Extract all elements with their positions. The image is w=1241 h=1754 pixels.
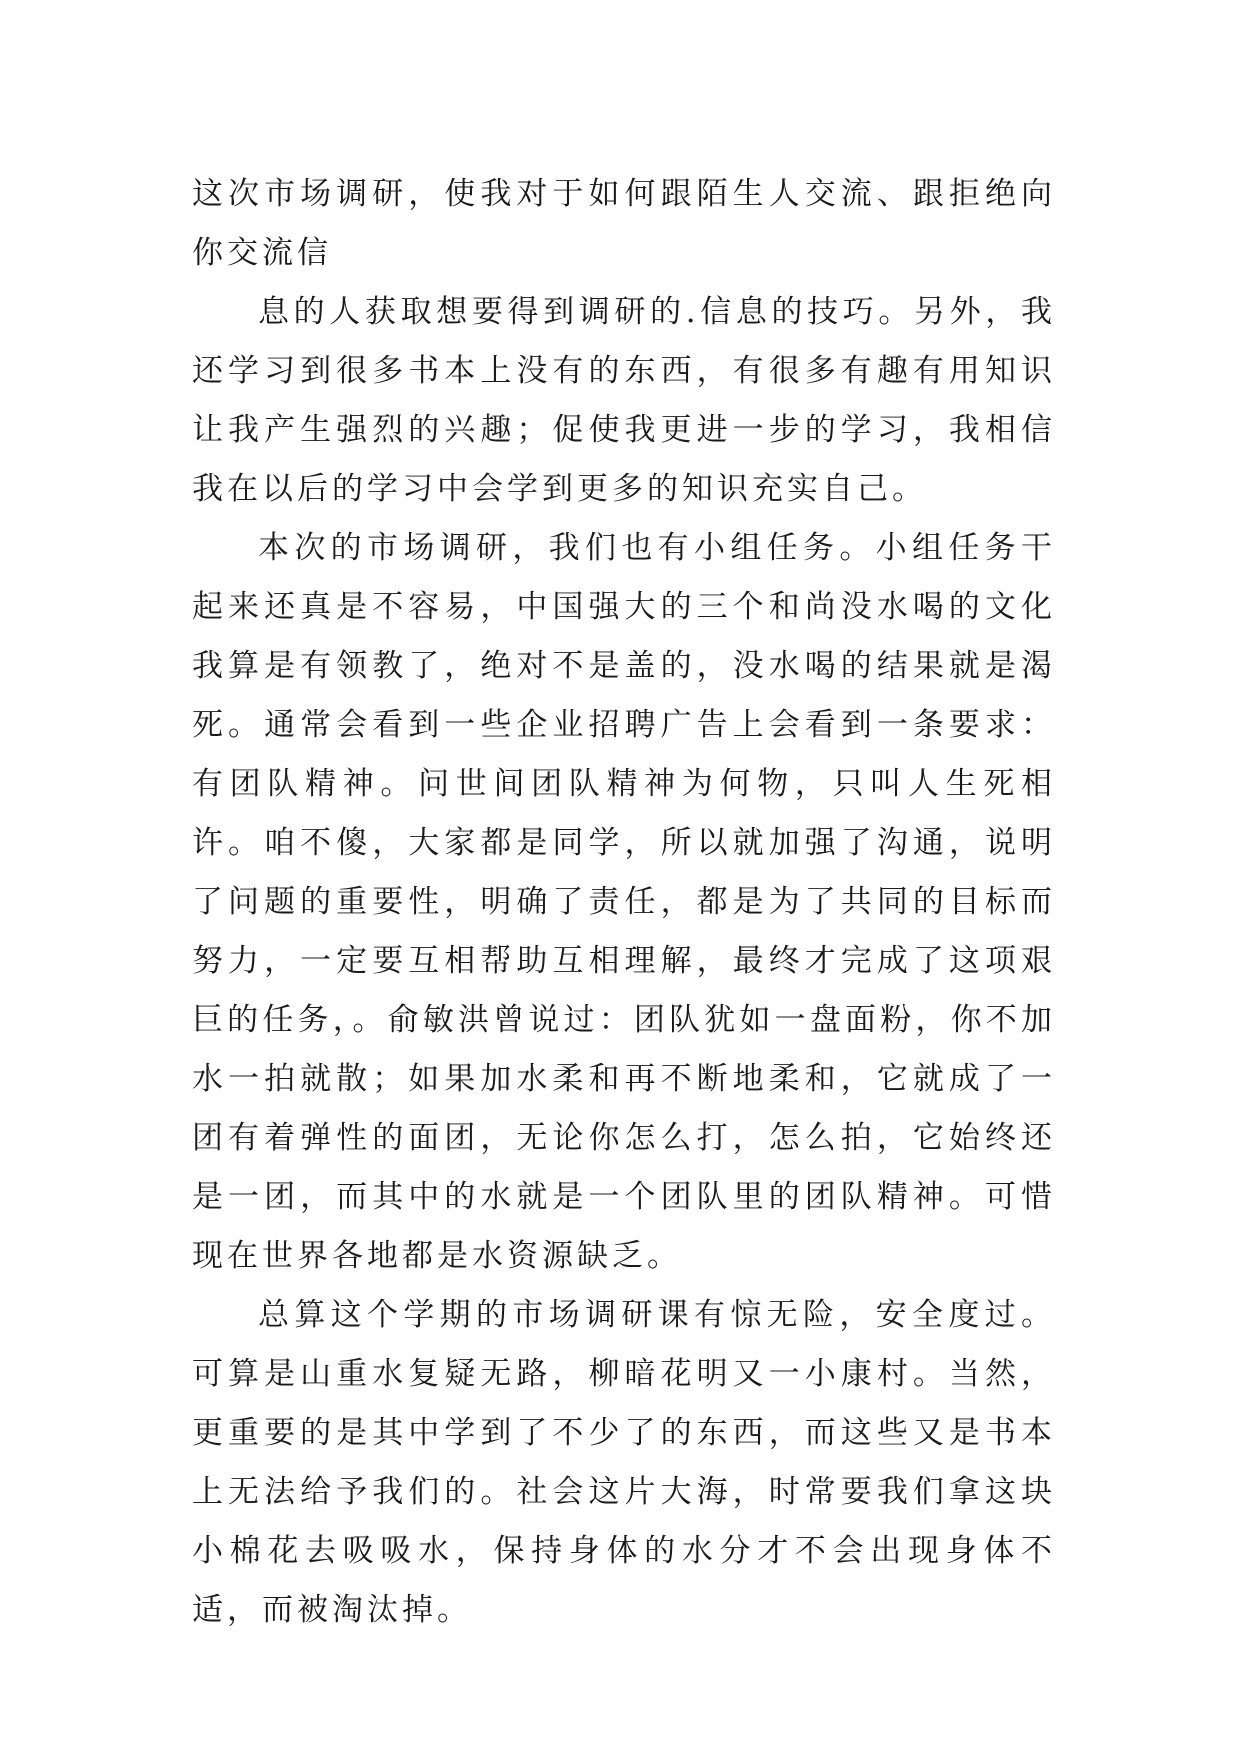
paragraph-2: 息的人获取想要得到调研的.信息的技巧。另外，我还学习到很多书本上没有的东西，有很多有趣有用知识让我产生强烈的兴趣；促使我更进一步的学习，我相信我在以后的学习中会学到更多的知识充实自己。 (192, 294, 1056, 507)
paragraph-1: 这次市场调研，使我对于如何跟陌生人交流、跟拒绝向你交流信 (192, 176, 1056, 271)
paragraph-3: 本次的市场调研，我们也有小组任务。小组任务干起来还真是不容易，中国强大的三个和尚没水喝的文化我算是有领教了，绝对不是盖的，没水喝的结果就是渴死。通常会看到一些企业招聘广告上会看到一条要求：有团队精神。问世间团队精神为何物，只叫人生死相许。咱不傻，大家都是同学，所以就加强了沟通，说明了问题的重要性，明确了责任，都是为了共同的目标而努力，一定要互相帮助互相理解，最终才完成了这项艰巨的任务，。俞敏洪曾说过：团队犹如一盘面粉，你不加水一拍就散；如果加水柔和再不断地柔和，它就成了一团有着弹性的面团，无论你怎么打，怎么拍，它始终还是一团，而其中的水就是一个团队里的团队精神。可惜现在世界各地都是水资源缺乏。 (192, 530, 1056, 1274)
document-body (192, 165, 1056, 1640)
paragraph-4: 总算这个学期的市场调研课有惊无险，安全度过。可算是山重水复疑无路，柳暗花明又一小康村。当然，更重要的是其中学到了不少了的东西，而这些又是书本上无法给予我们的。社会这片大海，时常要我们拿这块小棉花去吸吸水，保持身体的水分才不会出现身体不适，而被淘汰掉。 (192, 1297, 1056, 1628)
